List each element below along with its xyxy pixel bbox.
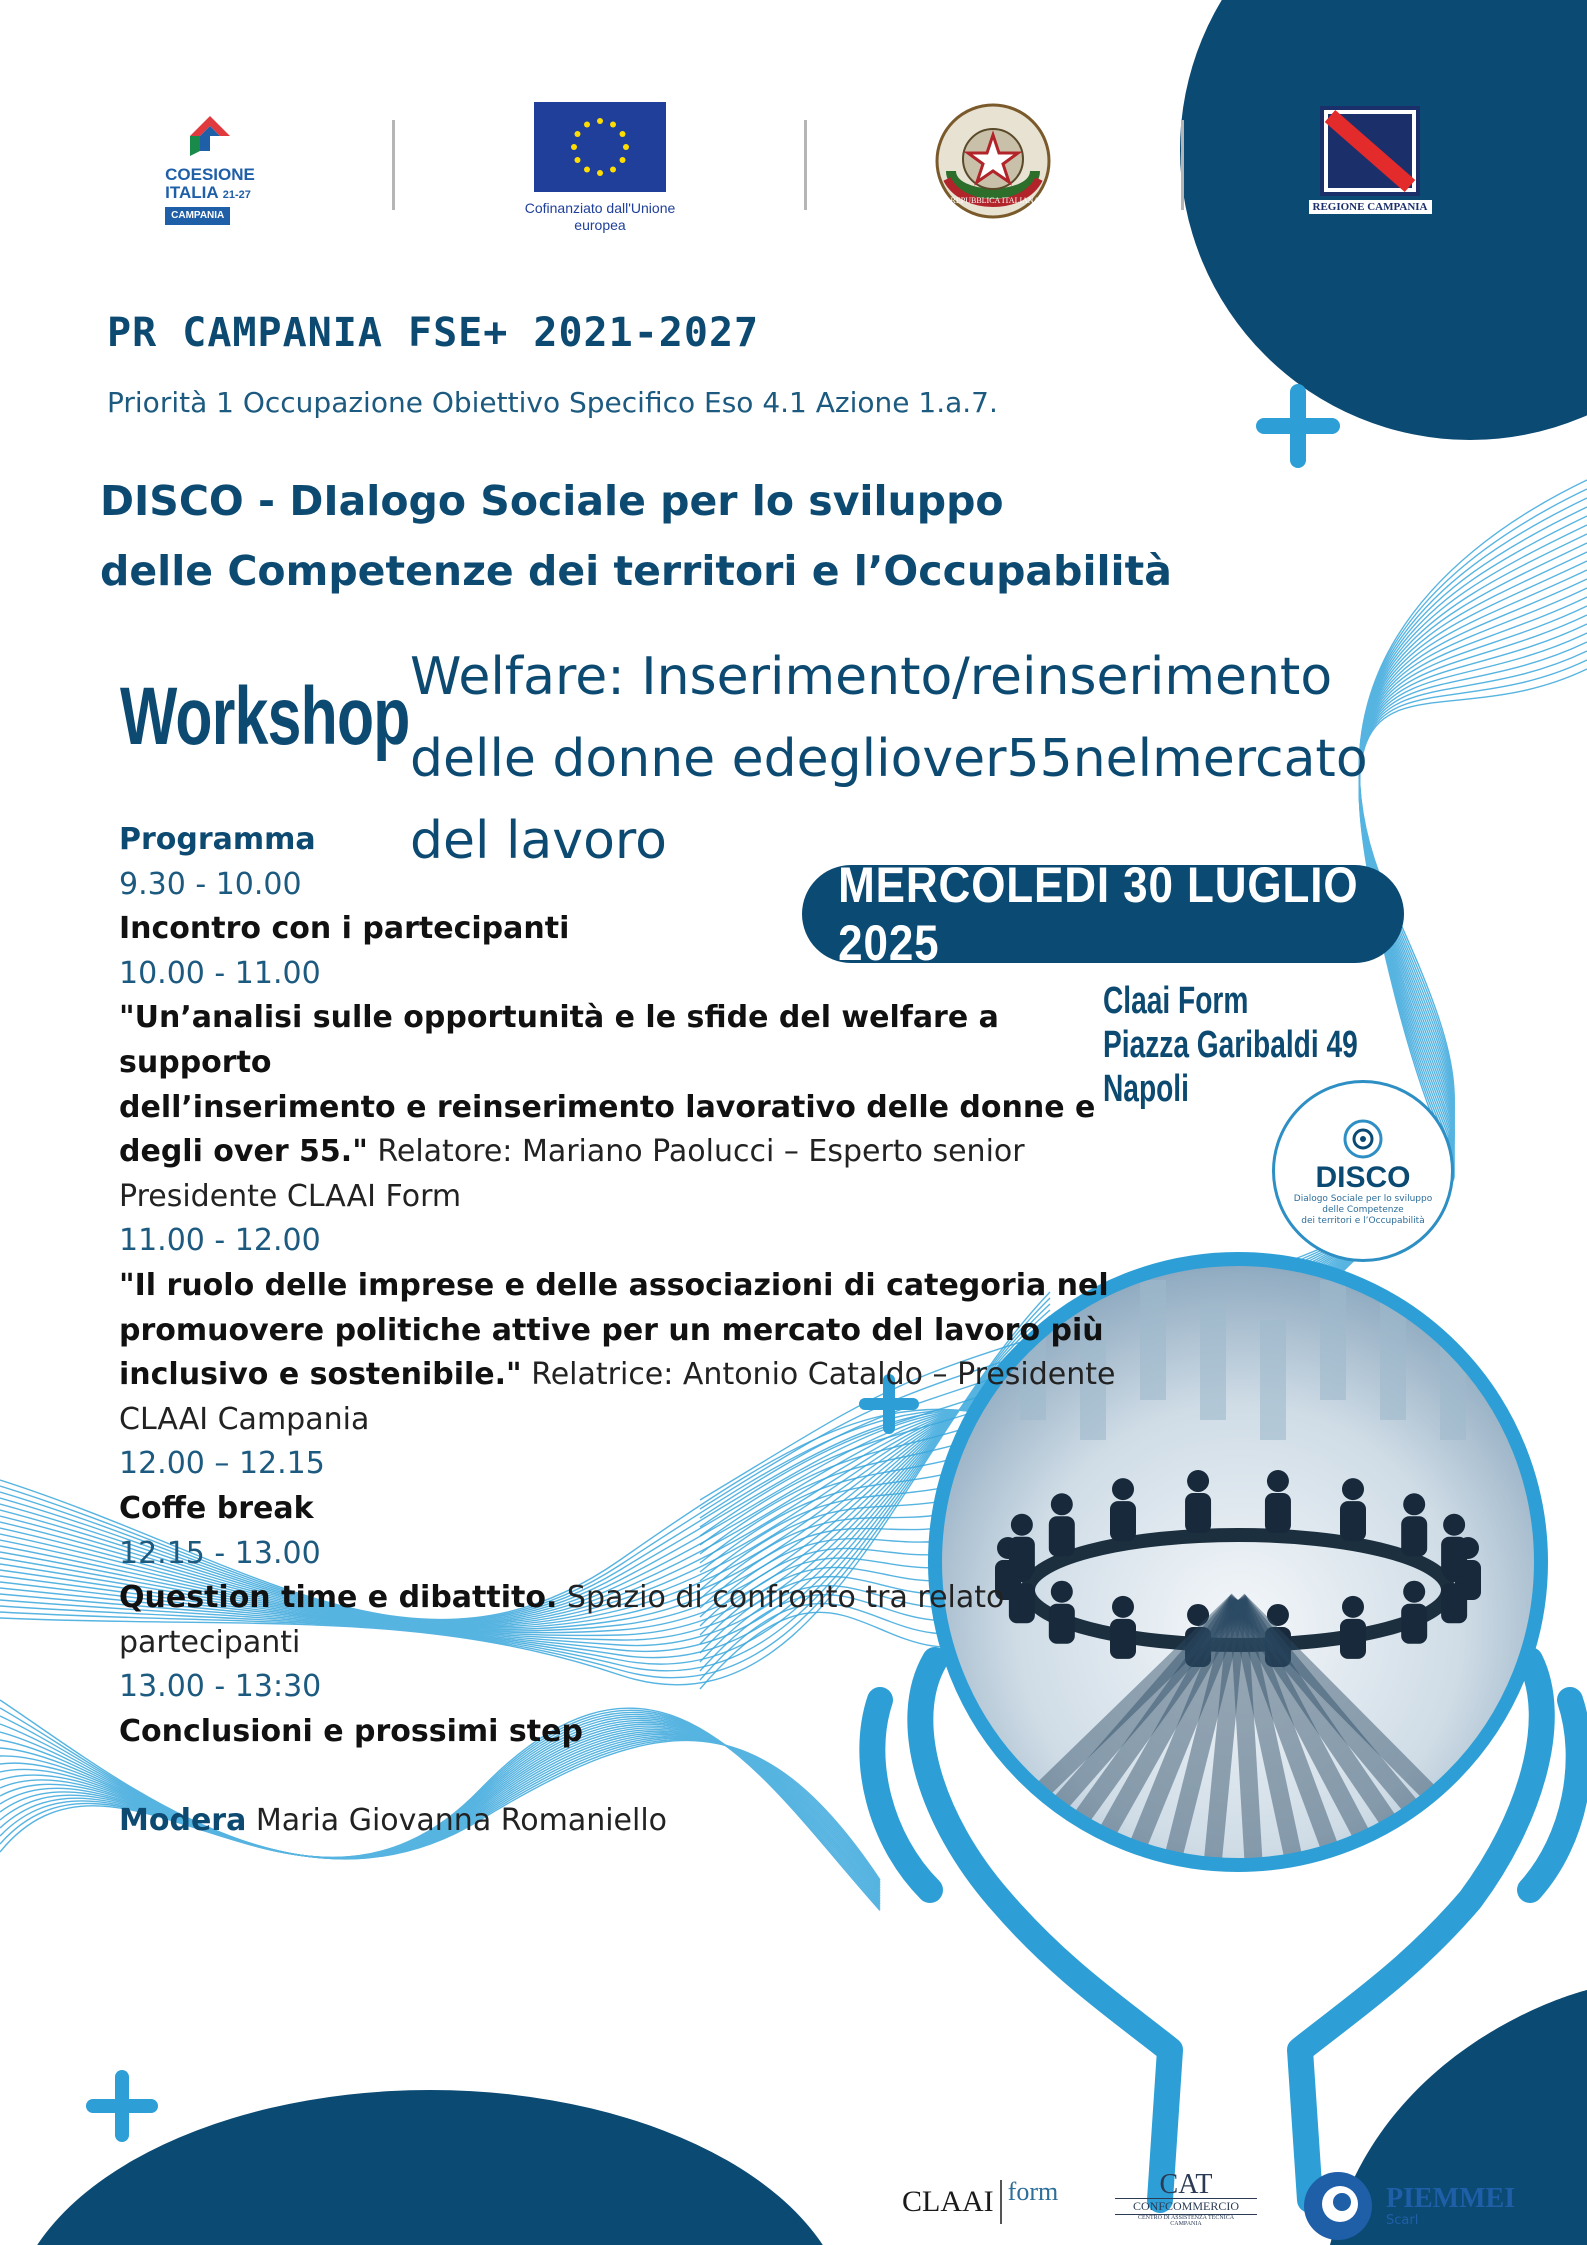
regione-logo [1305,100,1435,220]
program-label: Programma [119,822,316,857]
program-list [119,818,1119,1844]
coesione-region: CAMPANIA [165,207,230,225]
logo-divider [804,120,807,210]
claai-form-logo [902,2177,1059,2224]
disco-badge-tagline2: delle Competenze [1322,1204,1404,1215]
disco-badge-tagline3: dei territori e l’Occupabilità [1301,1215,1425,1226]
program-item-title: "Un’analisi sulle opportunità e le sfide del welfare a supporto dell’inserimento e reinserimento lavorativo delle donne e degli over 55." [119,1000,1096,1170]
cat-logo [1115,2169,1257,2227]
program-item [119,1576,1119,1665]
regione-text: REGIONE CAMPANIA [1309,200,1432,214]
logo-divider [1181,120,1184,210]
program-item-title: Question time e dibattito. [119,1580,558,1616]
plus-icon [1252,380,1344,472]
program-item [119,1264,1119,1442]
program-item [119,1710,1119,1755]
claai-divider [1000,2180,1002,2224]
event-city: Napoli [1103,1068,1189,1110]
program-item-detail: Relatore: Mariano Paolucci – Esperto senior Presidente CLAAI Form [119,1134,1025,1214]
disco-heading-line1: DISCO - DIalogo Sociale per lo sviluppo [100,477,1004,525]
top-right-circle [1180,0,1587,440]
program-time: 12.15 - 13.00 [119,1535,321,1571]
coesione-line2: ITALIA [165,182,219,202]
piemmei-sub: Scarl [1386,2212,1419,2228]
program-time: 10.00 - 11.00 [119,955,321,991]
disco-heading-line2: delle Competenze dei territori e l’Occupabilità [100,547,1172,595]
program-time: 9.30 - 10.00 [119,866,302,902]
event-date-text: MERCOLEDÌ 30 LUGLIO 2025 [838,857,1359,971]
program-item-title: Conclusioni e prossimi step [119,1713,583,1749]
eu-text: Cofinanziato dall'Unione europea [524,200,676,233]
eu-stars-icon [534,102,666,192]
moderator-label: Modera [119,1803,247,1839]
coesione-years: 21-27 [222,188,251,201]
program-title: PR CAMPANIA FSE+ 2021-2027 [107,310,760,356]
cat-text: CAT [1159,2169,1213,2200]
moderator [119,1799,1119,1844]
repubblica-logo [930,98,1056,224]
program-item-detail: Spazio di confronto tra relato partecipanti [119,1580,1005,1660]
cat-sub3: CAMPANIA [1170,2221,1202,2227]
moderator-name: Maria Giovanna Romaniello [246,1803,668,1839]
program-item-title: Coffe break [119,1490,314,1526]
program-item-title: Incontro con i partecipanti [119,911,570,947]
piemmei-icon [1302,2170,1374,2242]
workshop-title-line1: Welfare: Inserimento/reinserimento [410,647,1333,707]
program-item-title: "Il ruolo delle imprese e delle associazioni di categoria nel promuovere politiche attive per un mercato del lavoro più inclusivo e sostenibile." [119,1267,1109,1393]
disco-badge [1272,1080,1454,1262]
form-text: form [1007,2177,1059,2206]
workshop-title-line3: del lavoro [410,811,667,871]
disco-badge-tagline1: Dialogo Sociale per lo sviluppo [1293,1193,1433,1204]
plus-icon [83,2067,161,2145]
workshop-label: Workshop [120,671,410,762]
program-subtitle: Priorità 1 Occupazione Obiettivo Specifico Eso 4.1 Azione 1.a.7. [107,386,998,419]
event-address: Piazza Garibaldi 49 [1103,1024,1358,1066]
piemmei-text: PIEMMEI [1386,2182,1516,2214]
program-item-detail: Relatrice: Antonio Cataldo – Presidente CLAAI Campania [119,1357,1116,1437]
program-item [119,1487,1119,1532]
repubblica-text: REPUBBLICA ITALIANA [950,196,1040,205]
event-venue: Claai Form [1103,980,1249,1022]
coesione-line1: COESIONE [165,164,255,184]
piemmei-logo [1302,2170,1515,2242]
regione-shield-icon [1320,106,1420,196]
coesione-icon [180,106,240,166]
workshop-title-line2: delle donne edegliover55nelmercato [410,729,1368,789]
cat-sub: CONFCOMMERCIO [1115,2198,1257,2215]
disco-badge-name: DISCO [1315,1160,1411,1194]
program-item [119,907,1119,952]
program-time: 11.00 - 12.00 [119,1223,321,1259]
logo-divider [392,120,395,210]
eu-logo [524,98,676,238]
coesione-logo [140,95,280,235]
disco-heading [100,466,1180,606]
program-item [119,996,1119,1219]
program-time: 12.00 – 12.15 [119,1446,325,1482]
cat-sub2: CENTRO DI ASSISTENZA TECNICA [1137,2215,1235,2221]
program-time: 13.00 - 13:30 [119,1669,322,1705]
claai-text: CLAAI [902,2185,994,2218]
disco-network-icon [1340,1116,1386,1162]
